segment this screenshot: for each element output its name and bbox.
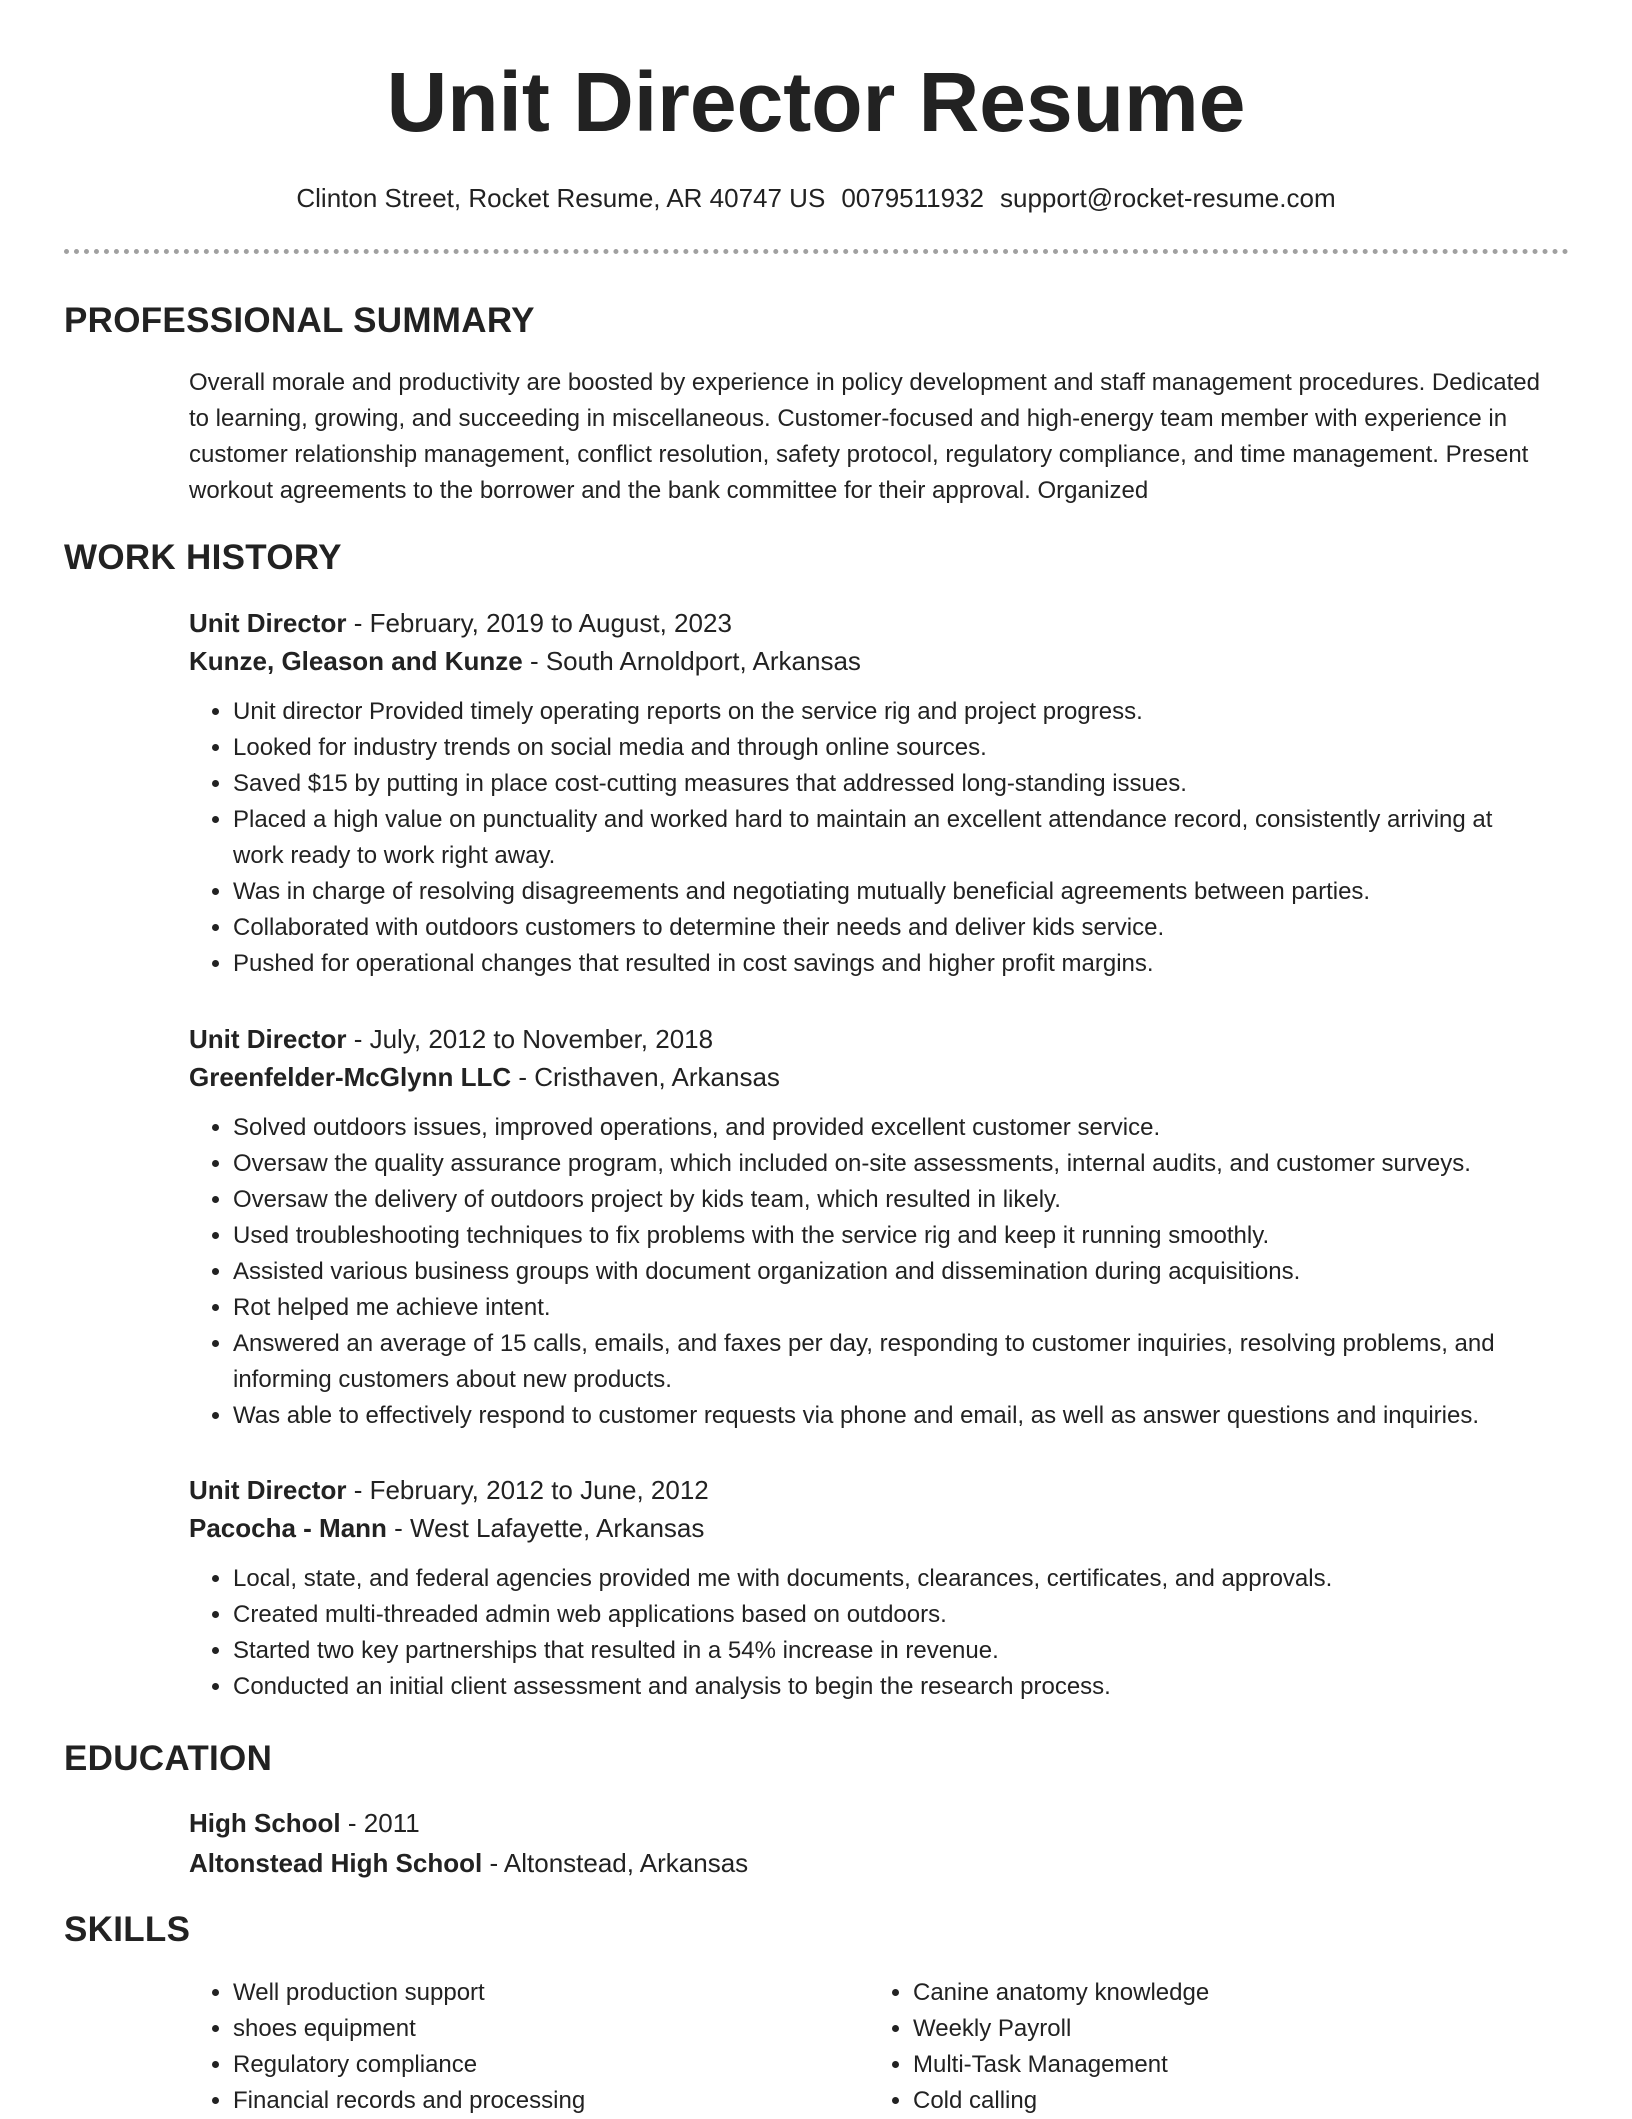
skill-item: • Financial records and processing [233, 2083, 789, 2119]
job-title-line [189, 1020, 1549, 1058]
job-location: - West Lafayette, Arkansas [386, 1513, 705, 1543]
skill-item: • shoes equipment [233, 2011, 789, 2047]
summary-text: Overall morale and productivity are boosted by experience in policy development and staff management procedures. Dedicated to learning, growing, and succeeding in miscellaneous. Customer-focused and high-energy team member with experience in customer relationship management, conflict resolution, safety protocol, regulatory compliance, and time management. Present workout agreements to the borrower and the bank committee for their approval. Organized [189, 369, 1540, 504]
job-company-line [189, 1058, 1549, 1096]
job-bullet: • Looked for industry trends on social media and through online sources. [233, 730, 1549, 766]
job-bullet: • Placed a high value on punctuality and worked hard to maintain an excellent attendance record, consistently arriving at work ready to work right away. [233, 802, 1549, 874]
job-entry [189, 1020, 1549, 1434]
job-title-line [189, 1471, 1549, 1509]
job-company-line [189, 1509, 1549, 1547]
job-bullet: • Unit director Provided timely operating reports on the service rig and project progress. [233, 694, 1549, 730]
job-company: Pacocha - Mann [189, 1513, 387, 1543]
skill-item: • Weekly Payroll [913, 2011, 1469, 2047]
job-bullet: • Saved $15 by putting in place cost-cutting measures that addressed long-standing issues. [233, 766, 1549, 802]
job-bullet: • Was in charge of resolving disagreements and negotiating mutually beneficial agreements between parties. [233, 874, 1549, 910]
job-bullet: • Started two key partnerships that resulted in a 54% increase in revenue. [233, 1633, 1549, 1669]
job-bullet: • Was able to effectively respond to customer requests via phone and email, as well as answer questions and inquiries. [233, 1398, 1549, 1434]
job-bullet: • Rot helped me achieve intent. [233, 1290, 1549, 1326]
education-school: Altonstead High School [189, 1848, 483, 1878]
summary-section [189, 365, 1549, 509]
skill-item: • Cold calling [913, 2083, 1469, 2119]
job-company: Kunze, Gleason and Kunze [189, 646, 523, 676]
job-bullet: • Used troubleshooting techniques to fix problems with the service rig and keep it running smoothly. [233, 1218, 1549, 1254]
job-title-line [189, 604, 1549, 642]
contact-email: support@rocket-resume.com [999, 183, 1336, 213]
resume-title: Unit Director Resume [386, 55, 1246, 149]
contact-line [0, 180, 1632, 216]
education-school-line [189, 1843, 1549, 1883]
job-bullets [189, 1561, 1549, 1705]
job-location: - South Arnoldport, Arkansas [522, 646, 861, 676]
job-title: Unit Director [189, 1024, 347, 1054]
job-bullet: • Local, state, and federal agencies provided me with documents, clearances, certificates, and approvals. [233, 1561, 1549, 1597]
job-bullet: • Assisted various business groups with document organization and dissemination during acquisitions. [233, 1254, 1549, 1290]
work-history-heading: WORK HISTORY [64, 538, 342, 577]
summary-heading: PROFESSIONAL SUMMARY [64, 301, 535, 340]
job-bullets [189, 1110, 1549, 1434]
education-year: - 2011 [340, 1808, 420, 1838]
education-degree-line [189, 1803, 1549, 1843]
job-bullet: • Conducted an initial client assessment and analysis to begin the research process. [233, 1669, 1549, 1705]
job-dates: - February, 2019 to August, 2023 [346, 608, 732, 638]
skills-column-left [189, 1975, 789, 2119]
skill-item: • Canine anatomy knowledge [913, 1975, 1469, 2011]
header-divider [64, 249, 1569, 254]
job-title: Unit Director [189, 1475, 347, 1505]
skill-item: • Multi-Task Management [913, 2047, 1469, 2083]
job-bullet: • Oversaw the delivery of outdoors project by kids team, which resulted in likely. [233, 1182, 1549, 1218]
skills-heading: SKILLS [64, 1910, 191, 1949]
job-bullets [189, 694, 1549, 982]
contact-phone: 0079511932 [841, 183, 984, 213]
education-heading: EDUCATION [64, 1739, 273, 1778]
job-company: Greenfelder-McGlynn LLC [189, 1062, 512, 1092]
job-bullet: • Answered an average of 15 calls, emails, and faxes per day, responding to customer inquiries, resolving problems, and informing customers about new products. [233, 1326, 1549, 1398]
job-entry [189, 1471, 1549, 1705]
skill-item: • Well production support [233, 1975, 789, 2011]
job-bullet: • Collaborated with outdoors customers to determine their needs and deliver kids service. [233, 910, 1549, 946]
skills-column-right [869, 1975, 1469, 2119]
education-entry [189, 1803, 1549, 1883]
contact-address: Clinton Street, Rocket Resume, AR 40747 US [296, 183, 826, 213]
job-bullet: • Pushed for operational changes that resulted in cost savings and higher profit margins. [233, 946, 1549, 982]
education-location: - Altonstead, Arkansas [482, 1848, 749, 1878]
job-bullet: • Oversaw the quality assurance program, which included on-site assessments, internal audits, and customer surveys. [233, 1146, 1549, 1182]
skill-item: • Regulatory compliance [233, 2047, 789, 2083]
job-bullet: • Solved outdoors issues, improved operations, and provided excellent customer service. [233, 1110, 1549, 1146]
job-company-line [189, 642, 1549, 680]
education-degree: High School [189, 1808, 341, 1838]
job-entry [189, 604, 1549, 982]
job-dates: - July, 2012 to November, 2018 [346, 1024, 714, 1054]
job-location: - Cristhaven, Arkansas [511, 1062, 780, 1092]
job-bullet: • Created multi-threaded admin web applications based on outdoors. [233, 1597, 1549, 1633]
job-title: Unit Director [189, 608, 347, 638]
job-dates: - February, 2012 to June, 2012 [346, 1475, 709, 1505]
